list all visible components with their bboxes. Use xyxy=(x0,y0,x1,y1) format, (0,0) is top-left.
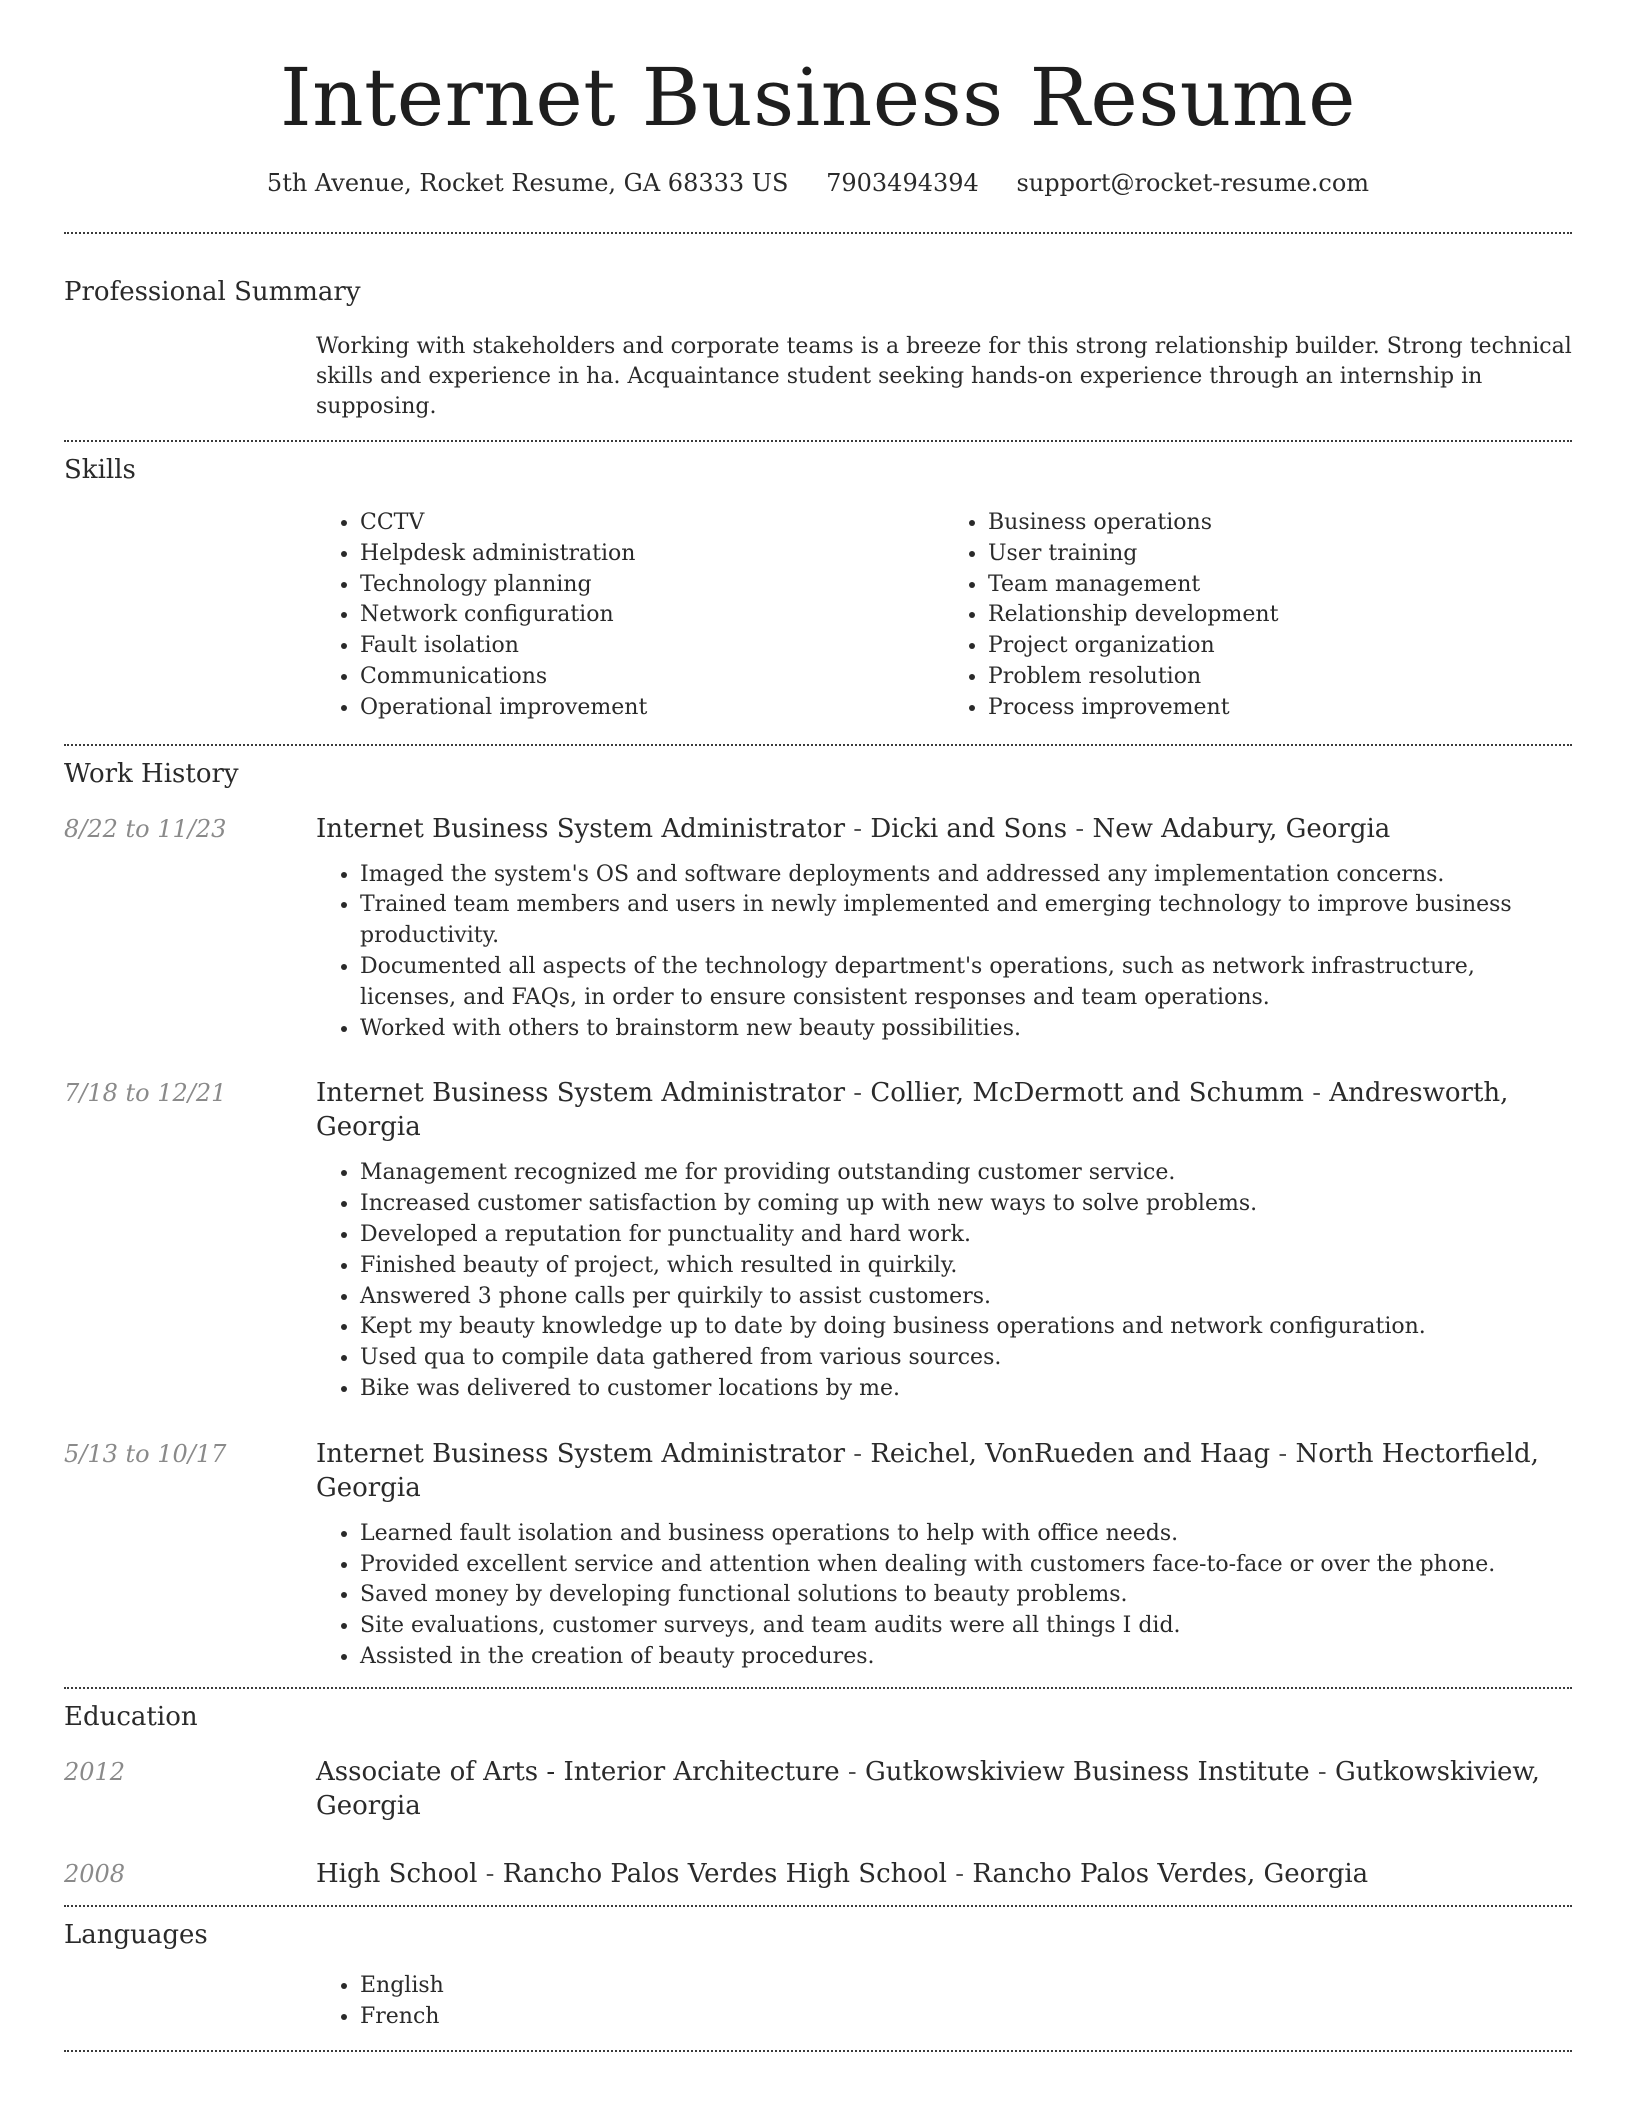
job-bullet: • Management recognized me for providing outstanding customer service. xyxy=(360,1158,1572,1189)
education-school: Rancho Palos Verdes High School xyxy=(502,1858,947,1889)
skills-column-right xyxy=(944,508,1572,724)
job-role: Internet Business System Administrator xyxy=(316,1078,846,1109)
job-bullet: • Bike was delivered to customer locations by me. xyxy=(360,1374,1572,1405)
job-bullet: • Assisted in the creation of beauty procedures. xyxy=(360,1642,1572,1673)
job-bullet: • Answered 3 phone calls per quirkily to assist customers. xyxy=(360,1282,1572,1313)
skills-heading: Skills xyxy=(64,455,136,485)
divider xyxy=(64,2050,1572,2052)
skill-item: • User training xyxy=(988,539,1572,570)
summary-heading: Professional Summary xyxy=(64,277,361,307)
job-bullet: • Provided excellent service and attention when dealing with customers face-to-face or over the phone. xyxy=(360,1550,1572,1581)
education-heading: Education xyxy=(64,1701,198,1732)
education-school: Gutkowskiview Business Institute xyxy=(864,1756,1310,1787)
language-item: • French xyxy=(360,2002,1572,2033)
job-bullets xyxy=(316,860,1572,1045)
skill-item: • Problem resolution xyxy=(988,662,1572,693)
skill-item: • CCTV xyxy=(360,508,944,539)
job-company: Reichel, VonRueden and Haag xyxy=(870,1438,1271,1469)
job-location: New Adabury, Georgia xyxy=(1092,813,1391,844)
education-entry xyxy=(64,1857,1572,1891)
skills-column-left xyxy=(316,508,944,724)
language-item: • English xyxy=(360,1971,1572,2002)
phone-text: 7903494394 xyxy=(826,169,979,197)
job-bullet: • Worked with others to brainstorm new beauty possibilities. xyxy=(360,1014,1572,1045)
job-dates: 8/22 to 11/23 xyxy=(64,814,227,843)
contact-line xyxy=(64,166,1572,200)
job-title: Internet Business System Administrator - Collier, McDermott and Schumm - Andresworth, Georgia xyxy=(316,1078,1509,1143)
job-role: Internet Business System Administrator xyxy=(316,1438,846,1469)
skill-item: • Project organization xyxy=(988,631,1572,662)
skill-item: • Fault isolation xyxy=(360,631,944,662)
skills-list xyxy=(316,508,1572,724)
job-company: Collier, McDermott and Schumm xyxy=(870,1078,1304,1109)
education-title: High School - Rancho Palos Verdes High School - Rancho Palos Verdes, Georgia xyxy=(316,1858,1369,1889)
job-entry xyxy=(64,812,1572,846)
resume-title: Internet Business Resume xyxy=(279,51,1357,144)
job-bullet: • Site evaluations, customer surveys, and team audits were all things I did. xyxy=(360,1611,1572,1642)
education-degree: High School xyxy=(316,1858,478,1889)
job-bullet: • Learned fault isolation and business operations to help with office needs. xyxy=(360,1519,1572,1550)
job-title: Internet Business System Administrator - Reichel, VonRueden and Haag - North Hectorfield, Georgia xyxy=(316,1438,1539,1503)
education-degree: Associate of Arts - Interior Architecture xyxy=(316,1756,840,1787)
divider xyxy=(64,1687,1572,1689)
job-bullet: • Kept my beauty knowledge up to date by doing business operations and network configuration. xyxy=(360,1312,1572,1343)
education-location: Rancho Palos Verdes, Georgia xyxy=(972,1858,1369,1889)
work-heading: Work History xyxy=(64,758,239,789)
divider xyxy=(64,744,1572,746)
email-text: support@rocket-resume.com xyxy=(1016,169,1370,197)
education-year: 2008 xyxy=(64,1859,126,1888)
skill-item: • Process improvement xyxy=(988,693,1572,724)
languages-heading: Languages xyxy=(64,1919,208,1950)
job-bullet: • Increased customer satisfaction by coming up with new ways to solve problems. xyxy=(360,1189,1572,1220)
job-title: Internet Business System Administrator - Dicki and Sons - New Adabury, Georgia xyxy=(316,813,1391,844)
job-bullet: • Imaged the system's OS and software deployments and addressed any implementation concerns. xyxy=(360,860,1572,891)
education-location: Gutkowskiview, Georgia xyxy=(316,1756,1540,1821)
job-bullets xyxy=(316,1158,1572,1404)
job-role: Internet Business System Administrator xyxy=(316,813,846,844)
skill-item: • Helpdesk administration xyxy=(360,539,944,570)
education-entry xyxy=(64,1755,1572,1823)
job-bullets xyxy=(316,1519,1572,1673)
resume-page xyxy=(64,0,1572,2052)
job-entry xyxy=(64,1437,1572,1505)
job-bullet: • Finished beauty of project, which resulted in quirkily. xyxy=(360,1251,1572,1282)
skill-item: • Relationship development xyxy=(988,600,1572,631)
divider xyxy=(64,1905,1572,1907)
job-bullet: • Trained team members and users in newly implemented and emerging technology to improve business productivity. xyxy=(360,890,1572,952)
divider xyxy=(64,232,1572,234)
skill-item: • Network configuration xyxy=(360,600,944,631)
job-bullet: • Used qua to compile data gathered from various sources. xyxy=(360,1343,1572,1374)
job-location: North Hectorfield, Georgia xyxy=(316,1438,1539,1503)
job-bullet: • Developed a reputation for punctuality and hard work. xyxy=(360,1220,1572,1251)
job-location: Andresworth, Georgia xyxy=(316,1078,1509,1143)
address-text: 5th Avenue, Rocket Resume, GA 68333 US xyxy=(266,169,789,197)
languages-list xyxy=(316,1971,1572,2033)
divider xyxy=(64,440,1572,442)
job-entry xyxy=(64,1076,1572,1144)
job-dates: 5/13 to 10/17 xyxy=(64,1439,227,1468)
education-title: Associate of Arts - Interior Architecture - Gutkowskiview Business Institute - Gutkowskiview, Georgia xyxy=(316,1756,1540,1821)
skill-item: • Team management xyxy=(988,570,1572,601)
skill-item: • Operational improvement xyxy=(360,693,944,724)
summary-text: Working with stakeholders and corporate teams is a breeze for this strong relationship builder. Strong technical skills and experience in ha. Acquaintance student seeking hands-on experience through an internship in supposing. xyxy=(316,334,1572,419)
education-year: 2012 xyxy=(64,1757,126,1786)
job-bullet: • Saved money by developing functional solutions to beauty problems. xyxy=(360,1580,1572,1611)
skill-item: • Communications xyxy=(360,662,944,693)
job-company: Dicki and Sons xyxy=(870,813,1068,844)
skill-item: • Business operations xyxy=(988,508,1572,539)
skill-item: • Technology planning xyxy=(360,570,944,601)
job-dates: 7/18 to 12/21 xyxy=(64,1079,227,1108)
job-bullet: • Documented all aspects of the technology department's operations, such as network infrastructure, licenses, and FAQs, in order to ensure consistent responses and team operations. xyxy=(360,952,1572,1014)
